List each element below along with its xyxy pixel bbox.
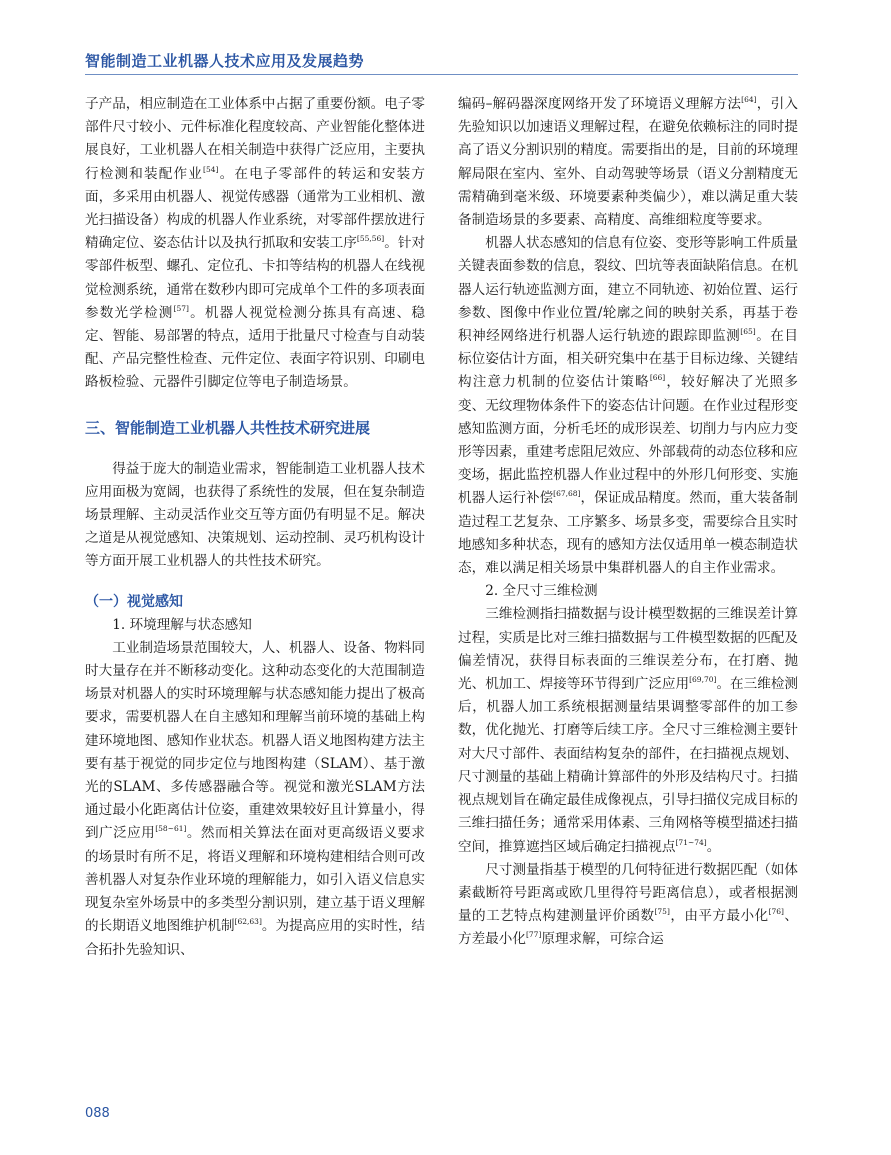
paragraph-electronics: 子产品，相应制造在工业体系中占据了重要份额。电子零部件尺寸较小、元件标准化程度较高、产业智能化整体进展良好，工业机器人在相关制造中获得广泛应用，主要执行检测和装配作业[54]。在电子零部件的转运和安装方面，多采用由机器人、视觉传感器（通常为工业相机、激光扫描设备）构成的机器人作业系统，对零部件摆放进行精确定位、姿态估计以及执行抓取和安装工序[55,56]。针对零部件板型、螺孔、定位孔、卡扣等结构的机器人在线视觉检测系统，通常在数秒内即可完成单个工件的多项表面参数光学检测[57]。机器人视觉检测分拣具有高速、稳定、智能、易部署的特点，适用于批量尺寸检查与自动装配、产品完整性检查、元件定位、表面字符识别、印刷电路板检验、元器件引脚定位等电子制造场景。: [85, 96, 426, 391]
citation: [65]: [740, 327, 756, 337]
citation: [77]: [525, 930, 542, 940]
header-divider: [85, 74, 798, 75]
citation: [75]: [654, 907, 670, 917]
citation: [64]: [741, 95, 757, 104]
paragraph-intro: 得益于庞大的制造业需求，智能制造工业机器人技术应用面极为宽阔，也获得了系统性的发展，但在复杂制造场景理解、主动灵活作业交互等方面仍有明显不足。解决之道是从视觉感知、决策规划、运动控制、灵巧机构设计等方面开展工业机器人的共性技术研究。: [85, 460, 425, 570]
paragraph-semantic-understanding: 编码–解码器深度网络开发了环境语义理解方法[64]，引入先验知识以加速语义理解过程，在避免依赖标注的同时提高了语义分割识别的精度。需要指出的是，目前的环境理解局限在室内、室外、自动驾驶等场景（语义分割精度无需精确到毫米级、环境要素种类偏少），难以满足重大装备制造场景的多要素、高精度、高维细粒度等要求。: [458, 95, 799, 229]
minor-heading-environment: 1. 环境理解与状态感知: [112, 616, 252, 633]
citation: [58~61]: [155, 824, 187, 834]
minor-heading-3d-inspection: 2. 全尺寸三维检测: [485, 583, 598, 600]
citation: [62,63]: [234, 917, 262, 927]
citation: [76]: [768, 907, 784, 917]
subsection-heading-visual-perception: （一）视觉感知: [85, 593, 183, 610]
section-heading: 三、智能制造工业机器人共性技术研究进展: [85, 418, 371, 437]
paragraph-environment: 工业制造场景范围较大，人、机器人、设备、物料同时大量存在并不断移动变化。这种动态变化的大范围制造场景对机器人的实时环境理解与状态感知能力提出了极高要求，需要机器人在自主感知和理解当前环境的基础上构建环境地图、感知作业状态。机器人语义地图构建方法主要有基于视觉的同步定位与地图构建（SLAM）、基于激光的SLAM、多传感器融合等。视觉和激光SLAM方法通过最小化距离估计位姿，重建效果较好且计算量小，得到广泛应用[58~61]。然而相关算法在面对更高级语义要求的场景时有所不足，将语义理解和环境构建相结合则可改善机器人对复杂作业环境的理解能力，如引入语义信息实现复杂室外场景中的多类型分割识别，建立基于语义理解的长期语义地图维护机制[62,63]。为提高应用的实时性，结合拓扑先验知识、: [85, 639, 426, 958]
citation: [57]: [173, 303, 189, 313]
citation: [67,68]: [553, 489, 581, 499]
left-column: [85, 93, 425, 962]
citation: [54]: [203, 164, 219, 174]
citation: [66]: [649, 373, 666, 383]
running-header-title: 智能制造工业机器人技术应用及发展趋势: [85, 52, 365, 70]
paragraph-state-perception: 机器人状态感知的信息有位姿、变形等影响工件质量关键表面参数的信息，裂纹、凹坑等表面缺陷信息。在机器人运行轨迹监测方面，建立不同轨迹、初始位置、运行参数、图像中作业位置/轮廓之间的映射关系，再基于卷积神经网络进行机器人运行轨迹的跟踪即监测[65]。在目标位姿估计方面，相关研究集中在基于目标边缘、关键结构注意力机制的位姿估计策略[66]，较好解决了光照多变、无纹理物体条件下的姿态估计问题。在作业过程形变感知监测方面，分析毛坯的成形误差、切削力与内应力变形等因素，重建考虑阻尼效应、外部载荷的动态位移和应变场，据此监控机器人作业过程中的外形几何形变、实施机器人运行补偿[67,68]，保证成品精度。然而，重大装备制造过程工艺复杂、工序繁多、场景多变，需要综合且实时地感知多种状态，现有的感知方法仅适用单一模态制造状态，难以满足相关场景中集群机器人的自主作业需求。: [458, 235, 799, 577]
citation: [71~74]: [675, 837, 707, 847]
page-number: 088: [85, 1106, 110, 1121]
citation: [69,70]: [689, 675, 717, 685]
paragraph-3d-inspection: 三维检测指扫描数据与设计模型数据的三维误差计算过程，实质是比对三维扫描数据与工件模型数据的匹配及偏差情况，获得目标表面的三维误差分布，在打磨、抛光、机加工、焊接等环节得到广泛应用[69,70]。在三维检测后，机器人加工系统根据测量结果调整零部件的加工参数，优化抛光、打磨等后续工序。全尺寸三维检测主要针对大尺寸部件、表面结构复杂的部件，在扫描视点规划、尺寸测量的基础上精确计算部件的外形及结构尺寸。扫描视点规划旨在确定最佳成像视点，引导扫描仪完成目标的三维扫描任务；通常采用体素、三角网格等模型描述扫描空间，推算遮挡区域后确定扫描视点[71~74]。: [458, 606, 799, 855]
paragraph-dimension-measurement: 尺寸测量指基于模型的几何特征进行数据匹配（如体素截断符号距离或欧几里得符号距离信息），或者根据测量的工艺特点构建测量评价函数[75]，由平方最小化[76]、方差最小化[77]原理求解，可综合运: [458, 861, 799, 948]
right-column: [458, 93, 798, 952]
citation: [55,56]: [356, 234, 385, 244]
